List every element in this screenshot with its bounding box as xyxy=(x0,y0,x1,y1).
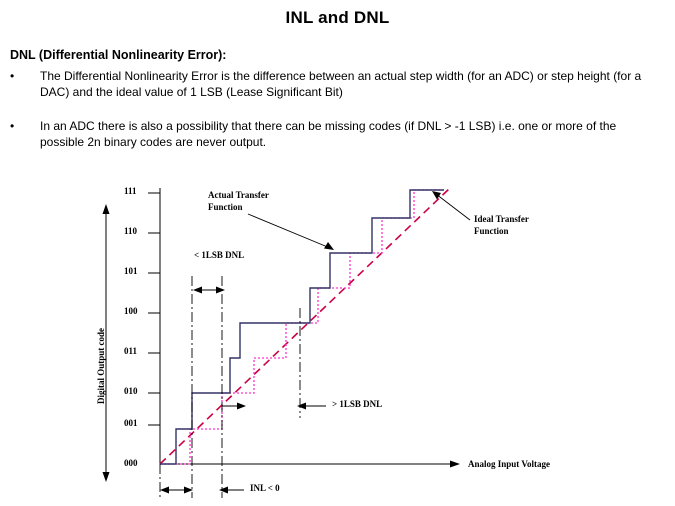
dnl-less-1lsb-label: < 1LSB DNL xyxy=(194,250,245,260)
section-heading: DNL (Differential Nonlinearity Error): xyxy=(10,48,227,62)
actual-transfer-function-label-line1: Actual Transfer xyxy=(208,190,269,200)
inl-dnl-diagram xyxy=(0,168,675,506)
ideal-transfer-function-label-line1: Ideal Transfer xyxy=(474,214,529,224)
bullet-marker: • xyxy=(10,119,15,133)
y-tick-010: 010 xyxy=(124,386,138,396)
bullet-text: In an ADC there is also a possibility that there can be missing codes (if DNL > -1 LSB) i.e. one or more of the possible 2n binary codes are never output. xyxy=(40,119,617,149)
x-axis-label: Analog Input Voltage xyxy=(468,459,551,469)
y-tick-100: 100 xyxy=(124,306,138,316)
y-tick-111: 111 xyxy=(124,186,137,196)
y-tick-000: 000 xyxy=(124,458,138,468)
y-axis-label: Digital Output code xyxy=(96,327,106,404)
actual-transfer-function-label-line2: Function xyxy=(208,202,243,212)
y-tick-101: 101 xyxy=(124,266,138,276)
bullet-list xyxy=(10,68,660,164)
bullet-text: The Differential Nonlinearity Error is the difference between an actual step width (for an ADC) or step height (for a DAC) and the ideal value of 1 LSB (Lease Significant Bit) xyxy=(40,69,642,99)
y-tick-110: 110 xyxy=(124,226,138,236)
ideal-transfer-function-label-line2: Function xyxy=(474,226,509,236)
list-item xyxy=(10,118,660,150)
y-tick-011: 011 xyxy=(124,346,138,356)
dnl-greater-1lsb-label: > 1LSB DNL xyxy=(332,399,383,409)
y-tick-001: 001 xyxy=(124,418,138,428)
list-item xyxy=(10,68,660,100)
page-title: INL and DNL xyxy=(285,8,390,27)
inl-negative-label: INL < 0 xyxy=(250,483,280,493)
bullet-marker: • xyxy=(10,69,15,83)
